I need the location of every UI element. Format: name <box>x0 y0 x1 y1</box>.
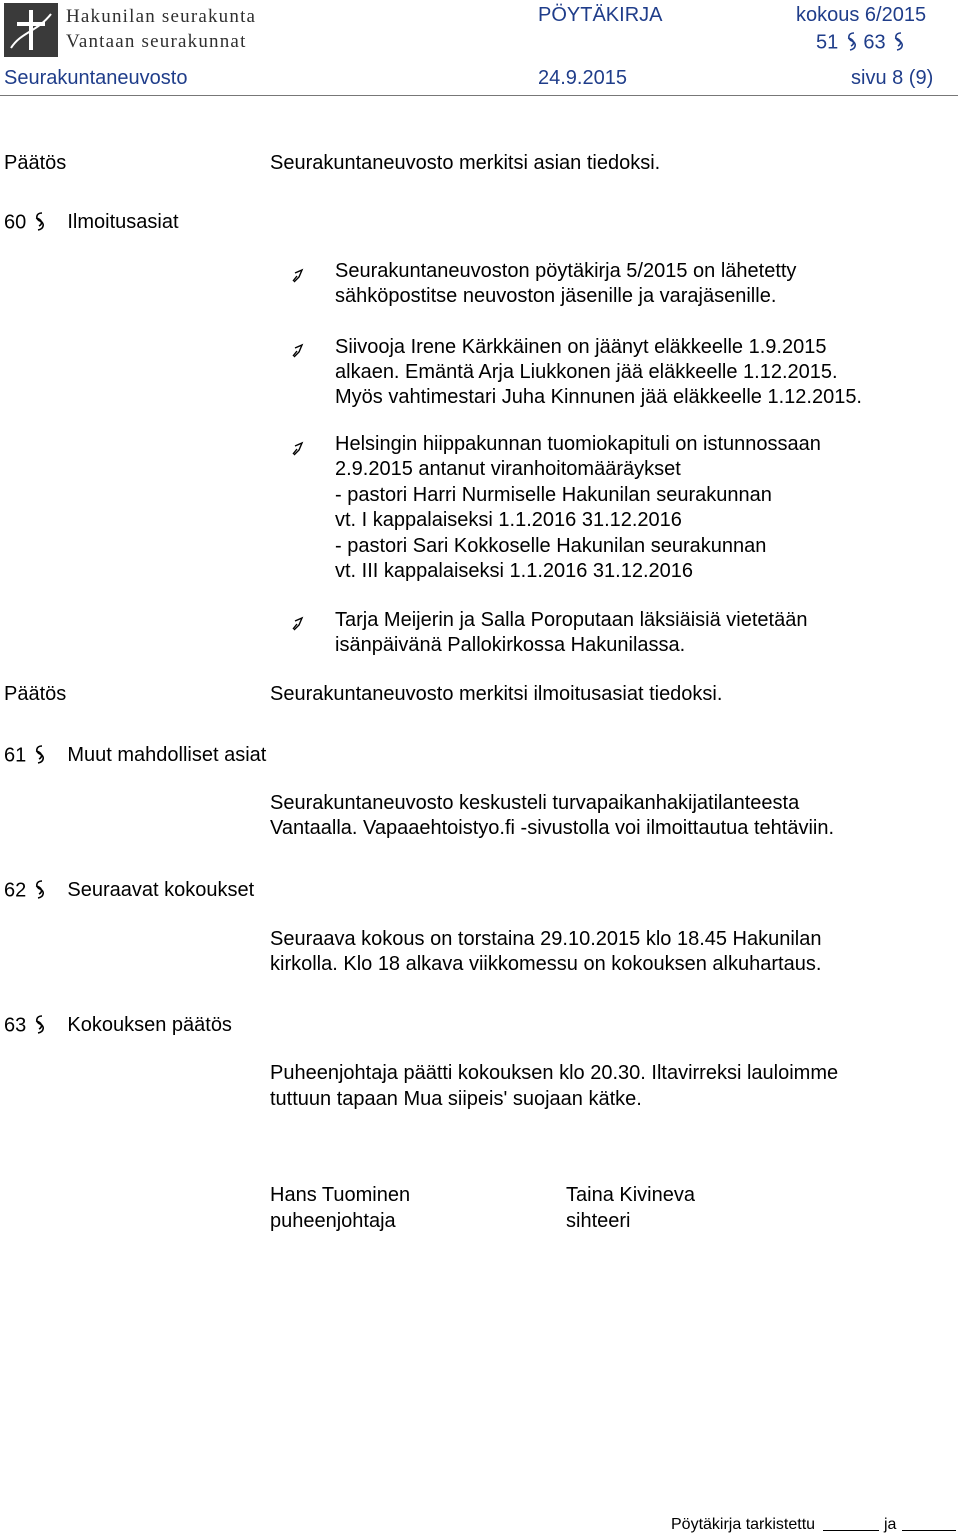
notice-line: alkaen. Emäntä Arja Liukkonen jää eläkkeelle 1.12.2015. <box>335 361 838 383</box>
section-title: Seuraavat kokoukset <box>67 879 255 902</box>
org-subname: Vantaan seurakunnat <box>66 31 247 52</box>
decision-label: Päätös <box>4 152 67 174</box>
section-mark-icon <box>32 1013 46 1039</box>
section-range-end: 63 <box>863 31 886 54</box>
page-number: sivu 8 (9) <box>851 67 934 89</box>
meeting-number: kokous 6/2015 <box>796 4 927 26</box>
notice-line: Siivooja Irene Kärkkäinen on jäänyt eläkkeelle 1.9.2015 <box>335 336 827 358</box>
notice-line: vt. III kappalaiseksi 1.1.2016 31.12.2016 <box>335 560 694 582</box>
decision-text: Seurakuntaneuvosto merkitsi asian tiedoksi. <box>270 152 661 174</box>
section-number: 63 <box>4 1014 27 1037</box>
checkmark-bullet-icon <box>291 440 305 456</box>
section-text-line: Vantaalla. Vapaaehtoistyo.fi -sivustolla voi ilmoittautua tehtäviin. <box>270 817 835 839</box>
notice-line: - pastori Harri Nurmiselle Hakunilan seurakunnan <box>335 484 772 506</box>
notice-line: Tarja Meijerin ja Salla Poroputaan läksiäisiä vietetään <box>335 609 808 631</box>
section-range <box>816 30 905 56</box>
section-text-line: Puheenjohtaja päätti kokouksen klo 20.30. Iltavirreksi lauloimme <box>270 1062 839 1084</box>
header-divider <box>0 95 958 96</box>
notice-line: Seurakuntaneuvoston pöytäkirja 5/2015 on lähetetty <box>335 260 797 282</box>
section-mark-icon <box>32 878 46 904</box>
checkmark-bullet-icon <box>291 615 305 631</box>
church-logo <box>3 2 59 58</box>
notice-line: isänpäivänä Pallokirkossa Hakunilassa. <box>335 634 686 656</box>
section-mark-icon <box>844 30 858 56</box>
notice-line: - pastori Sari Kokkoselle Hakunilan seurakunnan <box>335 535 767 557</box>
section-range-start: 51 <box>816 31 839 54</box>
notice-line: Helsingin hiippakunnan tuomiokapituli on istunnossaan <box>335 433 821 455</box>
section-text-line: Seuraava kokous on torstaina 29.10.2015 klo 18.45 Hakunilan <box>270 928 822 950</box>
section-heading-63 <box>4 1013 232 1039</box>
notice-line: Myös vahtimestari Juha Kinnunen jää eläkkeelle 1.12.2015. <box>335 386 862 408</box>
checkmark-bullet-icon <box>291 342 305 358</box>
checked-label: Pöytäkirja tarkistettu <box>671 1516 816 1533</box>
and-label: ja <box>884 1516 897 1533</box>
meeting-date: 24.9.2015 <box>538 67 627 89</box>
decision-label: Päätös <box>4 683 67 705</box>
governing-body: Seurakuntaneuvosto <box>4 67 188 89</box>
section-title: Ilmoitusasiat <box>67 211 179 234</box>
section-heading-60 <box>4 210 179 236</box>
decision-text: Seurakuntaneuvosto merkitsi ilmoitusasiat tiedoksi. <box>270 683 723 705</box>
initials-line <box>902 1530 956 1531</box>
checkmark-bullet-icon <box>291 267 305 283</box>
section-text-line: tuttuun tapaan Mua siipeis' suojaan kätke. <box>270 1088 642 1110</box>
section-text-line: kirkolla. Klo 18 alkava viikkomessu on kokouksen alkuhartaus. <box>270 953 822 975</box>
section-title: Muut mahdolliset asiat <box>67 744 267 767</box>
section-mark-icon <box>32 210 46 236</box>
signatory-role: sihteeri <box>566 1210 631 1232</box>
section-mark-icon <box>891 30 905 56</box>
section-number: 60 <box>4 211 27 234</box>
section-text-line: Seurakuntaneuvosto keskusteli turvapaikanhakijatilanteesta <box>270 792 800 814</box>
signatory-role: puheenjohtaja <box>270 1210 396 1232</box>
initials-line <box>823 1530 879 1531</box>
section-number: 61 <box>4 744 27 767</box>
section-heading-62 <box>4 878 254 904</box>
org-name: Hakunilan seurakunta <box>66 6 257 27</box>
notice-line: sähköpostitse neuvoston jäsenille ja varajäsenille. <box>335 285 777 307</box>
signatory-name: Taina Kivineva <box>566 1184 695 1206</box>
notice-line: 2.9.2015 antanut viranhoitomääräykset <box>335 458 681 480</box>
section-title: Kokouksen päätös <box>67 1014 232 1037</box>
section-heading-61 <box>4 743 266 769</box>
notice-line: vt. I kappalaiseksi 1.1.2016 31.12.2016 <box>335 509 682 531</box>
signatory-name: Hans Tuominen <box>270 1184 411 1206</box>
doc-type: PÖYTÄKIRJA <box>538 4 663 26</box>
section-number: 62 <box>4 879 27 902</box>
section-mark-icon <box>32 743 46 769</box>
